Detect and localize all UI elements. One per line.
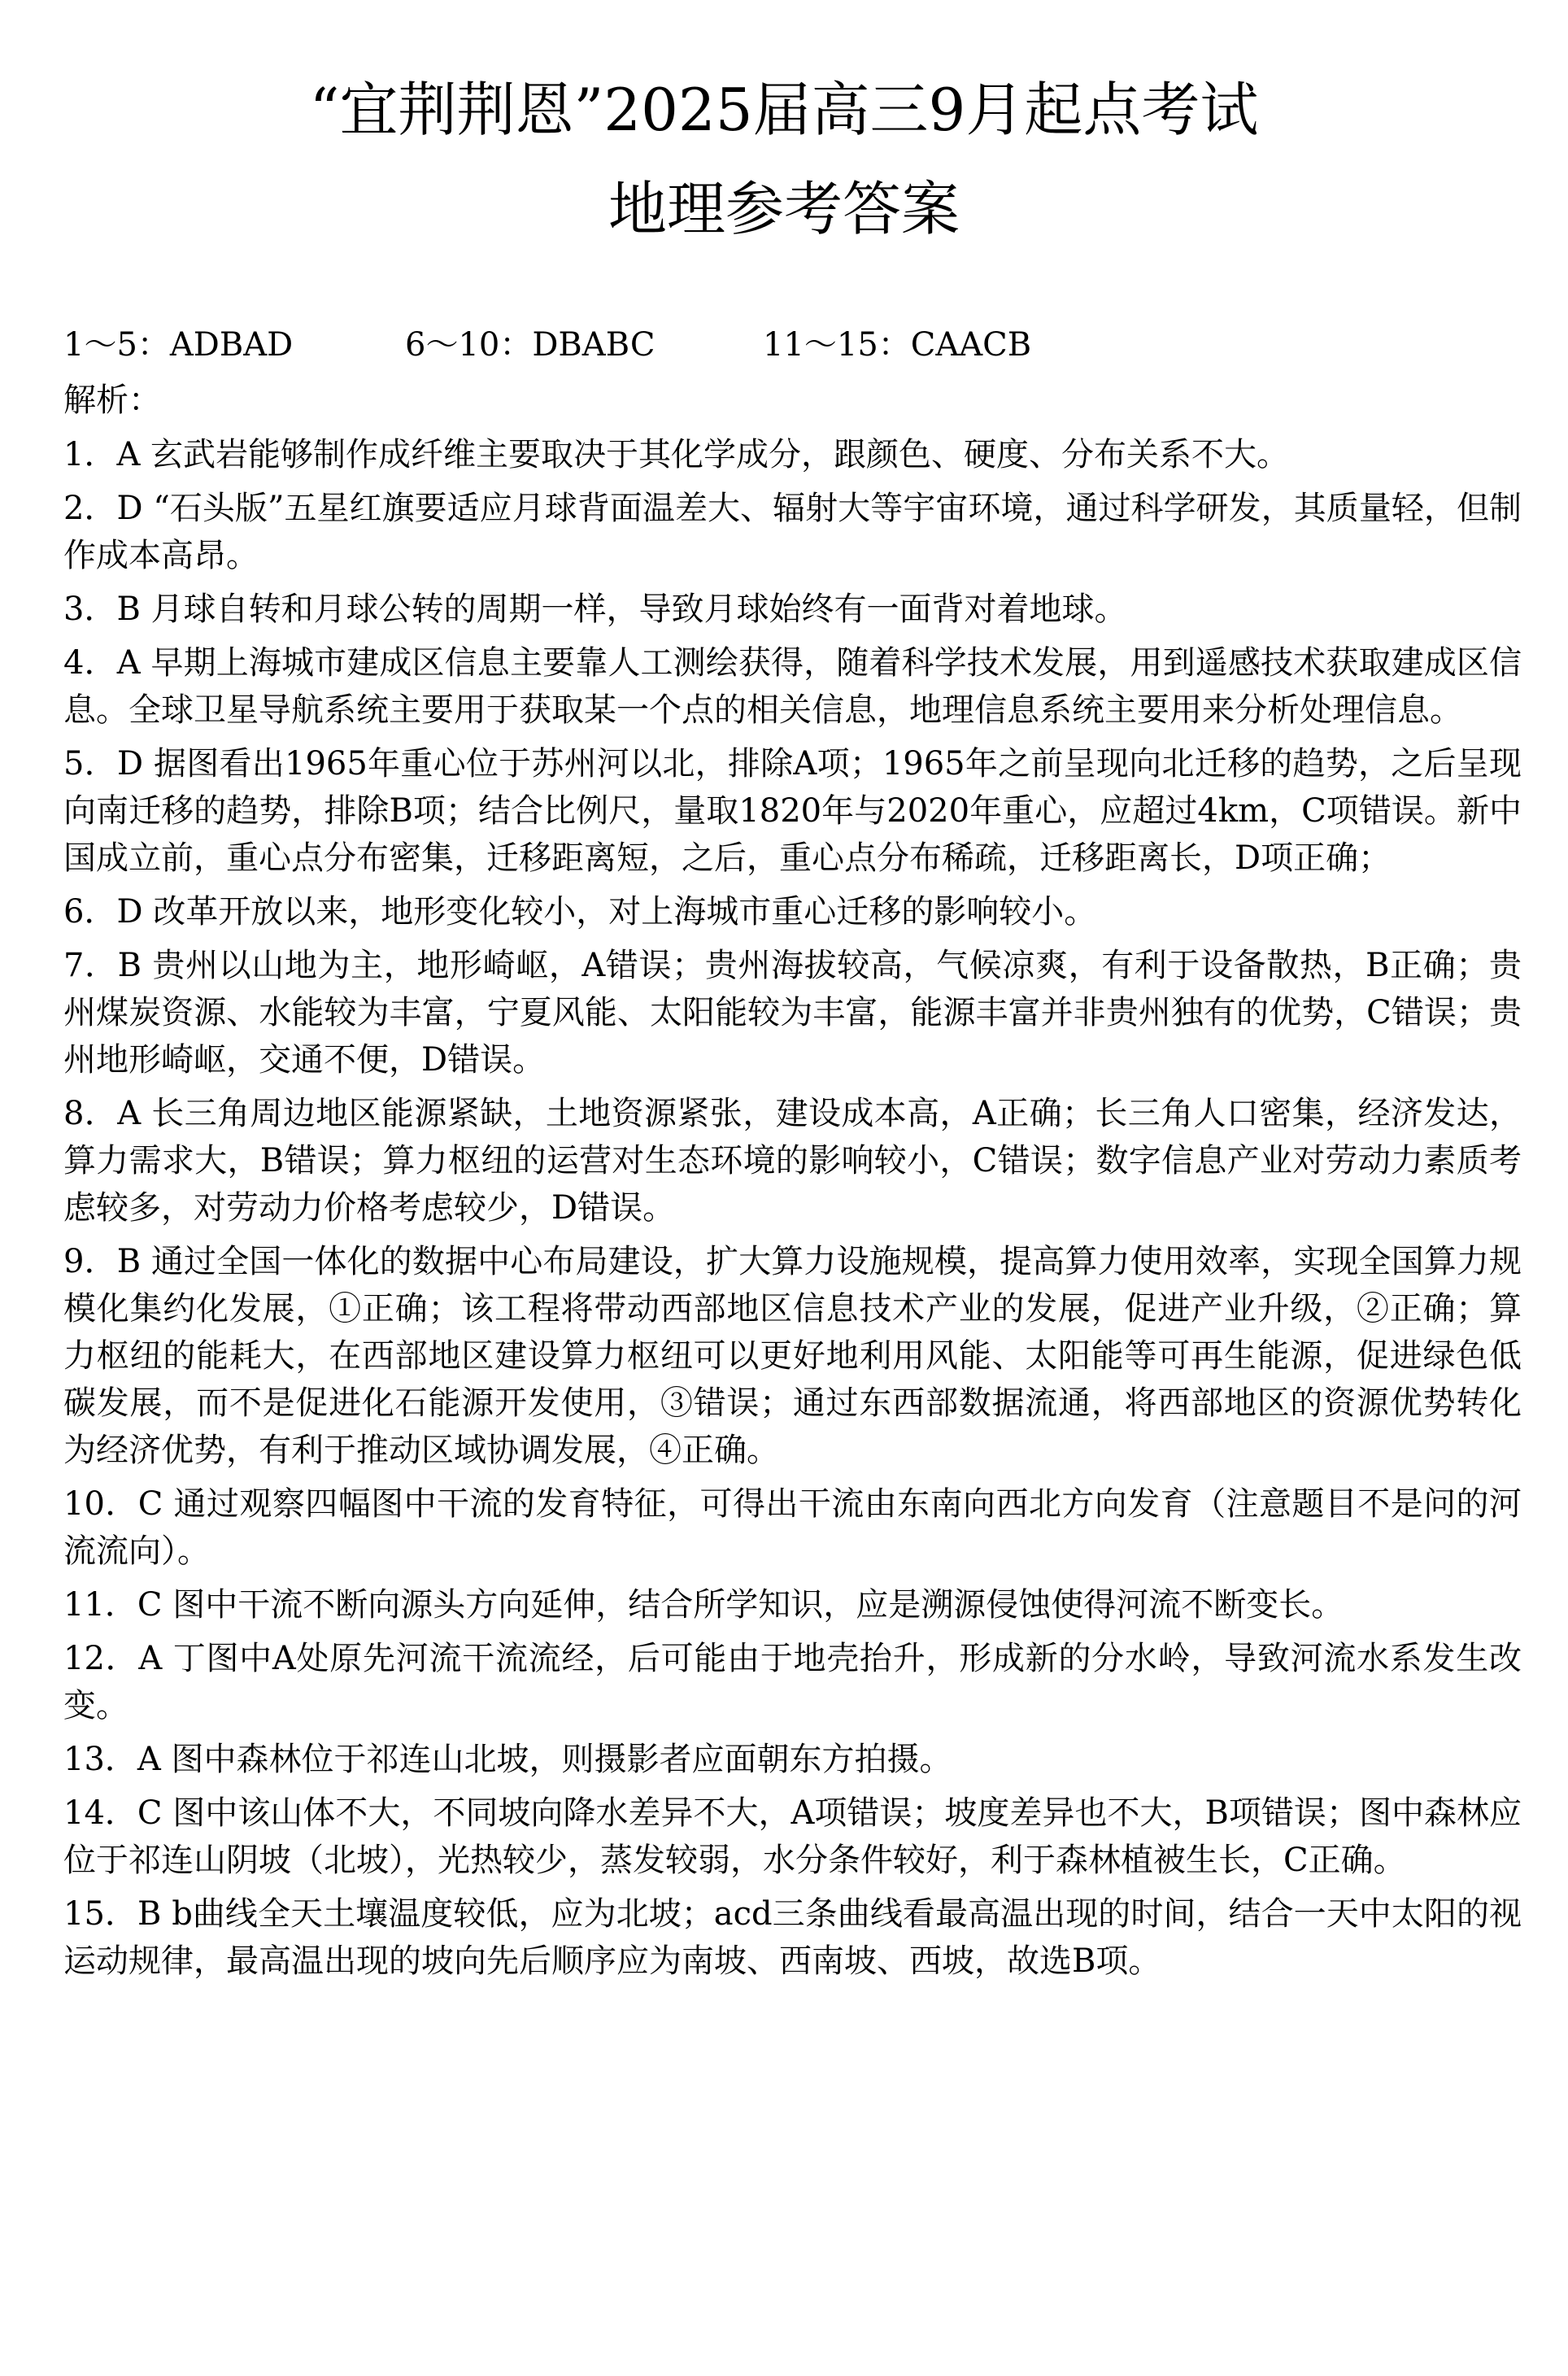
page-subtitle: 地理参考答案: [608, 175, 960, 243]
analysis-item-13: 13．A 图中森林位于祁连山北坡，则摄影者应面朝东方拍摄。: [63, 1741, 952, 1778]
analysis-label: 解析：: [63, 381, 161, 419]
answer-group-1-5: 1～5：ADBAD: [63, 326, 294, 364]
analysis-item-6: 6．D 改革开放以来，地形变化较小，对上海城市重心迁移的影响较小。: [63, 893, 1097, 931]
analysis-item-15: 15．B b曲线全天土壤温度较低，应为北坡；acd三条曲线看最高温出现的时间，结合一天中太阳的视运动规律，最高温出现的坡向先后顺序应为南坡、西南坡、西坡，故选B项。: [63, 1895, 1522, 1980]
answer-group-11-15: 11～15：CAACB: [763, 326, 1032, 364]
analysis-item-10: 10．C 通过观察四幅图中干流的发育特征，可得出干流由东南向西北方向发育（注意题目不是问的河流流向）。: [63, 1485, 1522, 1570]
analysis-item-5: 5．D 据图看出1965年重心位于苏州河以北，排除A项；1965年之前呈现向北迁移的趋势，之后呈现向南迁移的趋势，排除B项；结合比例尺，量取1820年与2020年重心，应超过4km，C项错误。新中国成立前，重心点分布密集，迁移距离短，之后，重心点分布稀疏，迁移距离长，D项正确；: [63, 745, 1522, 877]
analysis-item-4: 4．A 早期上海城市建成区信息主要靠人工测绘获得，随着科学技术发展，用到遥感技术获取建成区信息。全球卫星导航系统主要用于获取某一个点的相关信息，地理信息系统主要用来分析处理信息。: [63, 644, 1522, 729]
analysis-item-1: 1．A 玄武岩能够制作成纤维主要取决于其化学成分，跟颜色、硬度、分布关系不大。: [63, 436, 1290, 473]
page-title: “宜荆荆恩”2025届高三9月起点考试: [309, 76, 1259, 144]
analysis-list: [63, 431, 1522, 1991]
analysis-item-14: 14．C 图中该山体不大，不同坡向降水差异不大，A项错误；坡度差异也不大，B项错误；图中森林应位于祁连山阴坡（北坡），光热较少，蒸发较弱，水分条件较好，利于森林植被生长，C正确。: [63, 1794, 1522, 1879]
analysis-item-9: 9．B 通过全国一体化的数据中心布局建设，扩大算力设施规模，提高算力使用效率，实现全国算力规模化集约化发展，①正确；该工程将带动西部地区信息技术产业的发展，促进产业升级，②正确；算力枢纽的能耗大，在西部地区建设算力枢纽可以更好地利用风能、太阳能等可再生能源，促进绿色低碳发展，而不是促进化石能源开发使用，③错误；通过东西部数据流通，将西部地区的资源优势转化为经济优势，有利于推动区域协调发展，④正确。: [63, 1243, 1522, 1469]
answer-group-6-10: 6～10：DBABC: [405, 326, 656, 364]
analysis-item-2: 2．D “石头版”五星红旗要适应月球背面温差大、辐射大等宇宙环境，通过科学研发，其质量轻，但制作成本高昂。: [63, 490, 1522, 574]
analysis-item-3: 3．B 月球自转和月球公转的周期一样，导致月球始终有一面背对着地球。: [63, 591, 1127, 628]
analysis-item-7: 7．B 贵州以山地为主，地形崎岖，A错误；贵州海拔较高，气候凉爽，有利于设备散热，B正确；贵州煤炭资源、水能较为丰富，宁夏风能、太阳能较为丰富，能源丰富并非贵州独有的优势，C错误；贵州地形崎岖，交通不便，D错误。: [63, 947, 1522, 1079]
analysis-item-12: 12．A 丁图中A处原先河流干流流经，后可能由于地壳抬升，形成新的分水岭，导致河流水系发生改变。: [63, 1640, 1522, 1724]
analysis-item-11: 11．C 图中干流不断向源头方向延伸，结合所学知识，应是溯源侵蚀使得河流不断变长。: [63, 1586, 1344, 1624]
analysis-item-8: 8．A 长三角周边地区能源紧缺，土地资源紧张，建设成本高，A正确；长三角人口密集，经济发达，算力需求大，B错误；算力枢纽的运营对生态环境的影响较小，C错误；数字信息产业对劳动力素质考虑较多，对劳动力价格考虑较少，D错误。: [63, 1095, 1522, 1227]
